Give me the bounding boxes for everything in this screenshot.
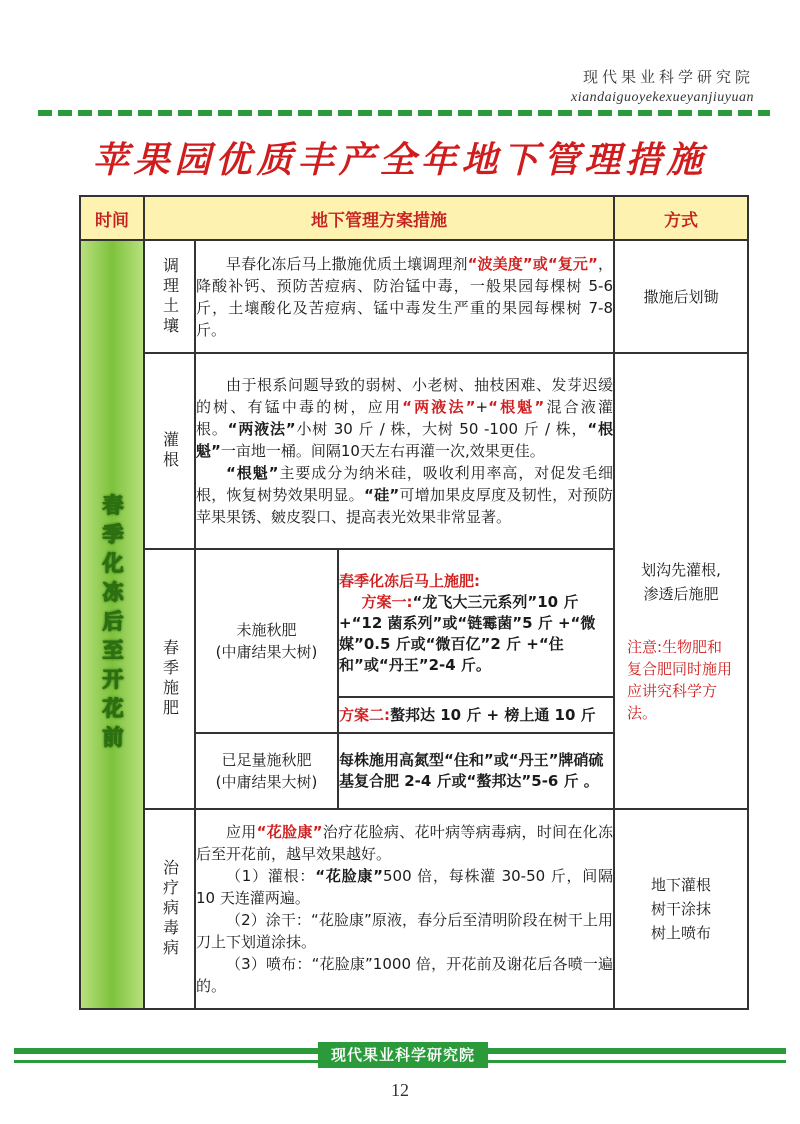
category-virus: 治疗病毒病	[144, 809, 195, 1009]
management-table	[79, 195, 749, 1010]
table-header-row	[80, 196, 748, 240]
fertilizer-plan-one: 春季化冻后马上施肥: 方案一:“龙飞大三元系列”10 斤 +“12 菌系列”或“链霉菌”5 斤 +“微媒”0.5 斤或“微百亿”2 斤 +“住和”或“丹王”2-4 斤。	[338, 549, 614, 697]
category-fertilizer: 春季施肥	[144, 549, 195, 809]
irrigation-measure-text: 由于根系问题导致的弱树、小老树、抽枝困难、发芽迟缓的树、有锰中毒的树，应用“两液法”+“根魁”混合液灌根。“两液法”小树 30 斤 / 株，大树 50 -100 斤 / 株，“根魁”一亩地一桶。间隔10天左右再灌一次,效果更佳。 “根魁”主要成分为纳米硅，吸收利用率高，对促发毛细根，恢复树势效果明显。“硅”可增加果皮厚度及韧性，对预防苹果果锈、皴皮裂口、提高表光效果非常显著。	[195, 353, 614, 549]
method-soil: 撒施后划锄	[614, 240, 748, 353]
fertilizer-plan-two: 方案二:螯邦达 10 斤 + 榜上通 10 斤	[338, 697, 614, 733]
sub-no-autumn-fertilizer: 未施秋肥 (中庸结果大树)	[195, 549, 338, 733]
header-method: 方式	[614, 196, 748, 240]
fertilizer-warning-note: 注意:生物肥和复合肥同时施用应讲究科学方法。	[627, 638, 733, 722]
virus-measure-text: 应用“花脸康”治疗花脸病、花叶病等病毒病，时间在化冻后至开花前，越早效果越好。 （1）灌根：“花脸康”500 倍，每株灌 30-50 斤，间隔 10 天连灌两遍。 （2）涂干：“花脸康”原液，春分后至清明阶段在树干上用刀上下划道涂抹。 （3）喷布：“花脸康”1000 倍，开花前及谢花后各喷一遍的。	[195, 809, 614, 1009]
header-measures: 地下管理方案措施	[144, 196, 614, 240]
sub-autumn-fertilizer-done: 已足量施秋肥 (中庸结果大树)	[195, 733, 338, 809]
category-soil: 调理土壤	[144, 240, 195, 353]
table-row-irrigation	[80, 353, 748, 549]
header-divider	[38, 110, 770, 116]
soil-measure-text: 早春化冻后马上撒施优质土壤调理剂“波美度”或“复元”，降酸补钙、预防苦痘病、防治锰中毒，一般果园每棵树 5-6 斤，土壤酸化及苦痘病、锰中毒发生严重的果园每棵树 7-8 斤。	[195, 240, 614, 353]
method-irrigation-fertilizer: 划沟先灌根, 渗透后施肥 注意:生物肥和复合肥同时施用应讲究科学方法。	[614, 353, 748, 809]
header-time: 时间	[80, 196, 144, 240]
category-irrigation: 灌根	[144, 353, 195, 549]
season-cell: 春季化冻后至开花前	[80, 240, 144, 1009]
footer-institute-badge: 现代果业科学研究院	[318, 1042, 488, 1068]
page-number: 12	[391, 1080, 409, 1100]
table-row-soil	[80, 240, 748, 353]
header-institute-cn: 现代果业科学研究院	[582, 68, 754, 86]
method-virus: 地下灌根 树干涂抹 树上喷布	[614, 809, 748, 1009]
page-title: 苹果园优质丰产全年地下管理措施	[92, 140, 708, 181]
header-institute-pinyin: xiandaiguoyekexueyanjiuyuan	[571, 90, 754, 105]
table-row-virus	[80, 809, 748, 1009]
fertilizer-autumn-text: 每株施用高氮型“住和”或“丹王”牌硝硫基复合肥 2-4 斤或“螯邦达”5-6 斤 。	[338, 733, 614, 809]
